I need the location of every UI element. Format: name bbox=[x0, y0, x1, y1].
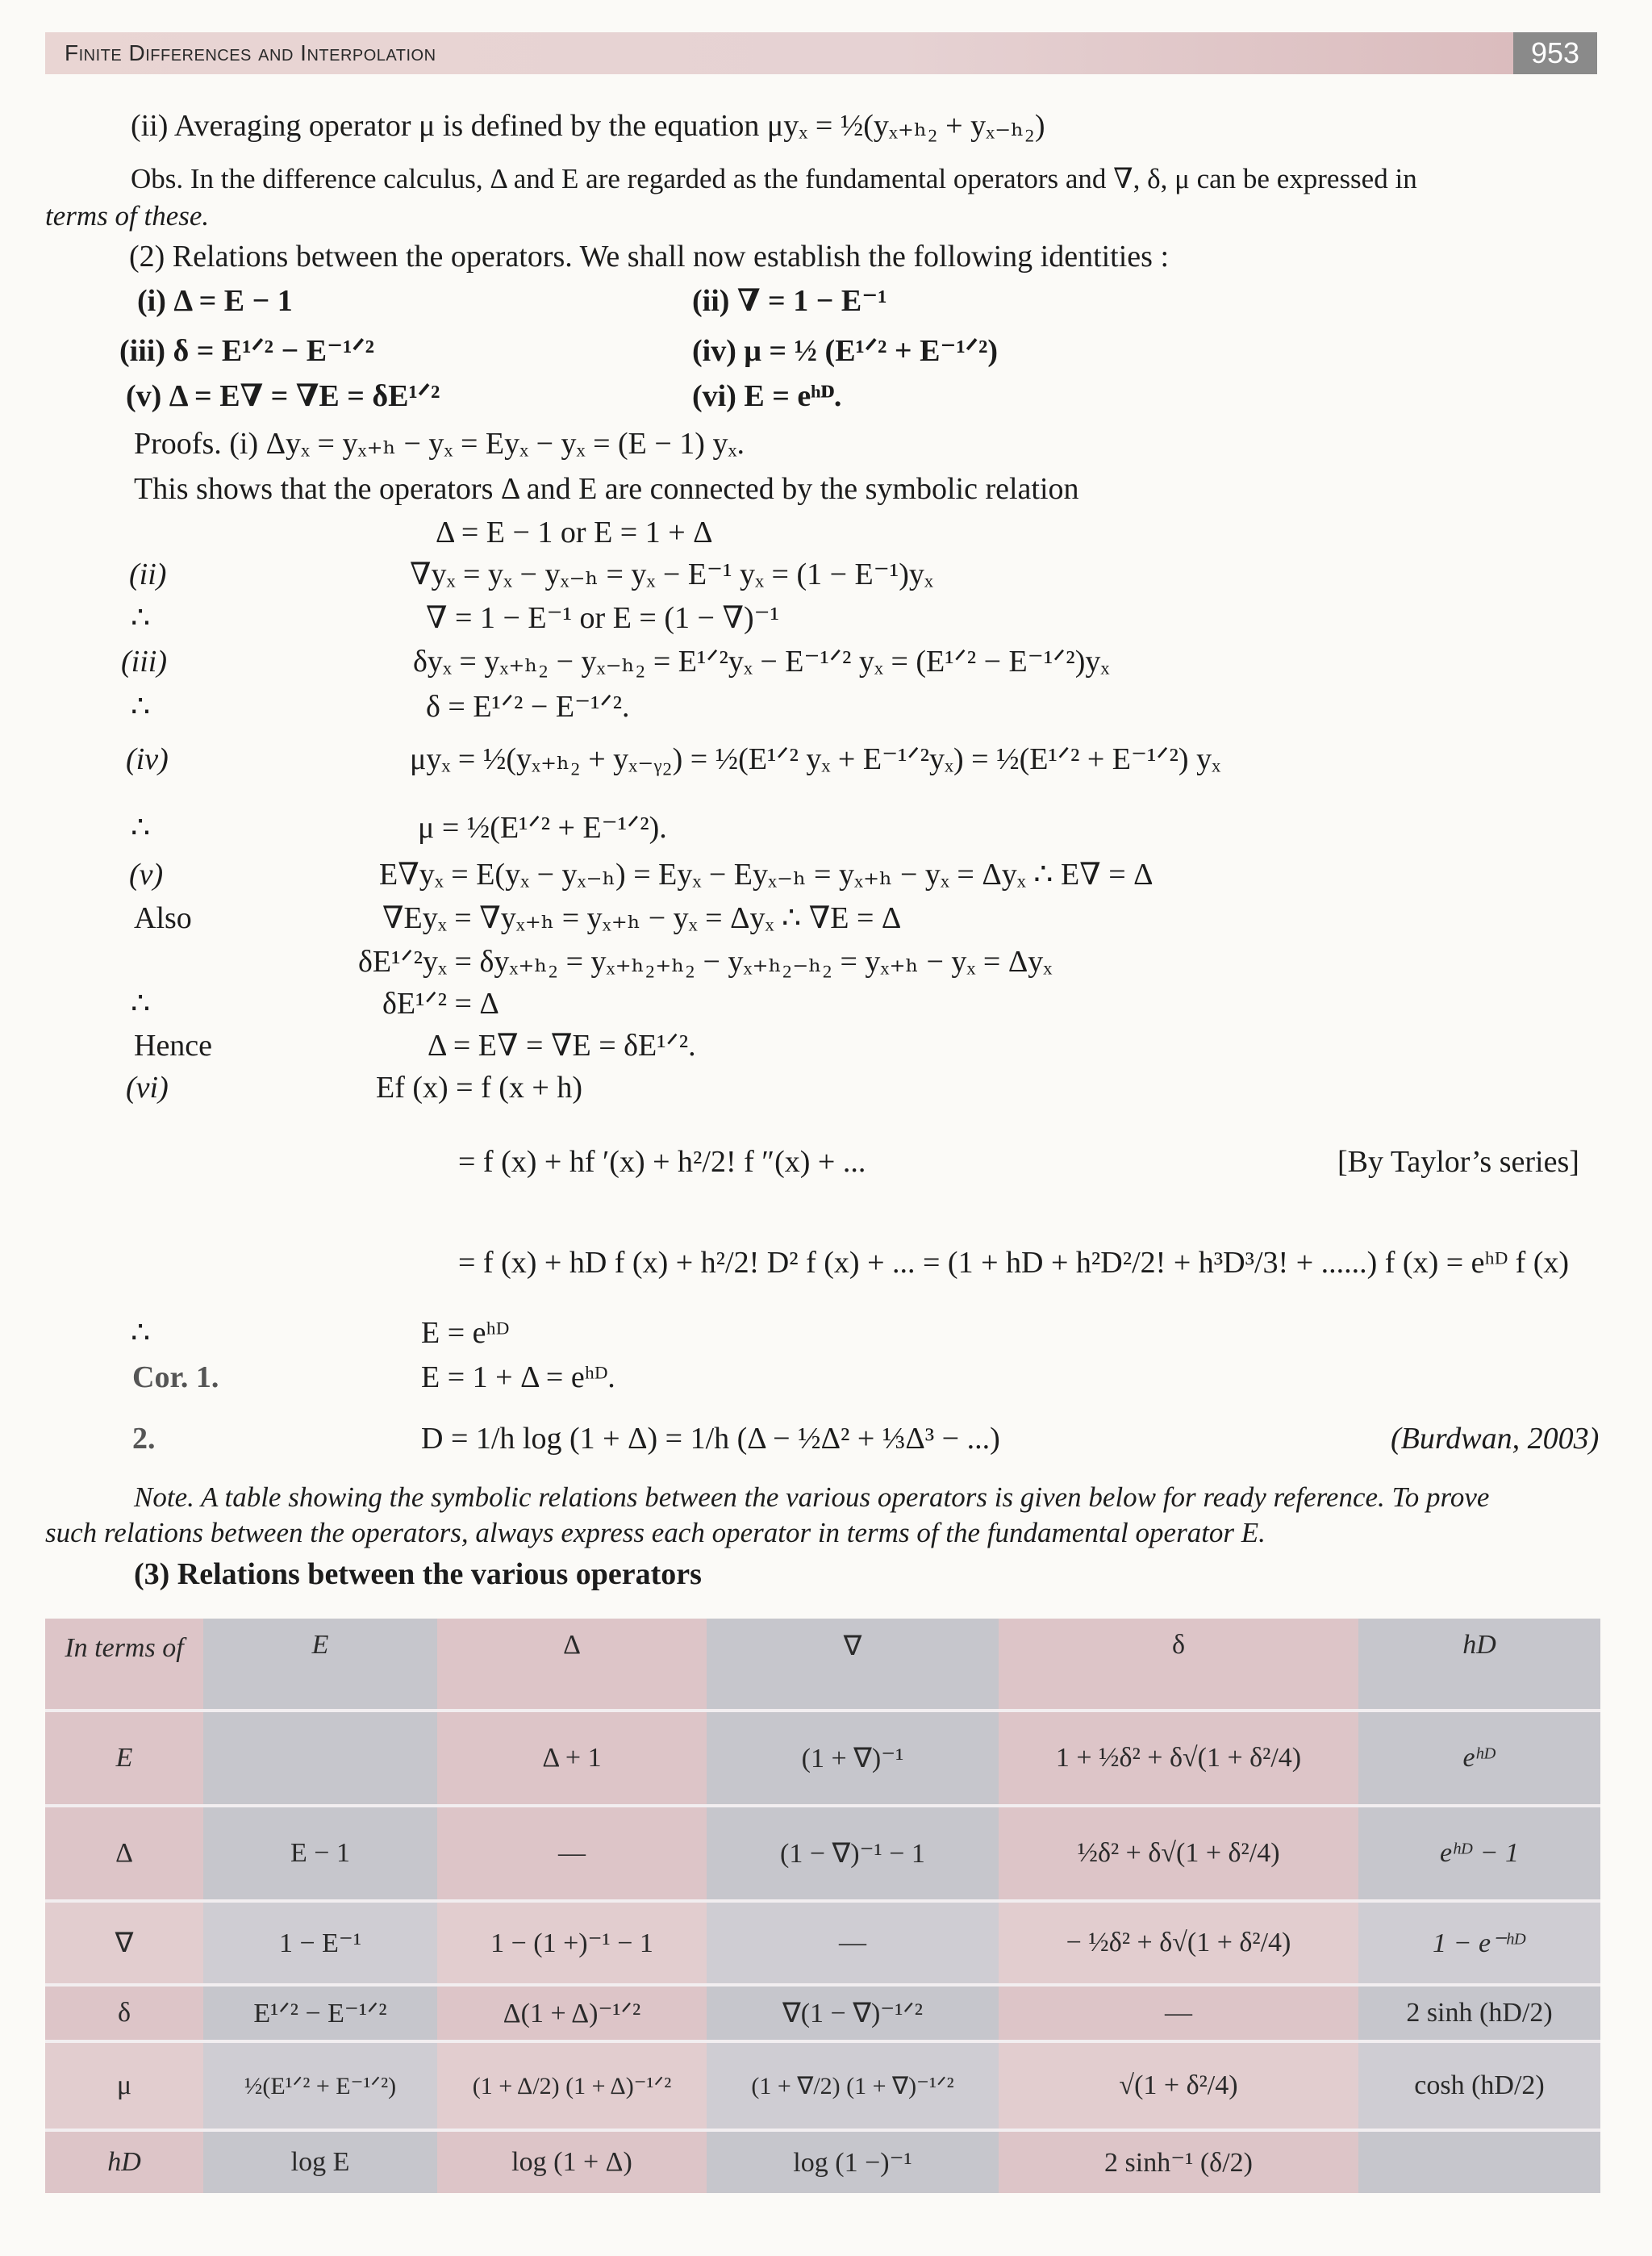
eq-nabla-2: ∇ = 1 − E⁻¹ or E = (1 − ∇)⁻¹ bbox=[426, 601, 780, 635]
identity-i: (i) Δ = E − 1 bbox=[137, 284, 293, 318]
eq-v-3: δE¹ᐟ²yₓ = δyₓ₊ₕ₂ = yₓ₊ₕ₂₊ₕ₂ − yₓ₊ₕ₂₋ₕ₂ = yₓ₊ₕ − yₓ = Δyₓ bbox=[358, 945, 1053, 979]
taylor-note: [By Taylor’s series] bbox=[1337, 1145, 1579, 1179]
row-label: ∇ bbox=[45, 1901, 203, 1985]
eq-delta-2: δ = E¹ᐟ² − E⁻¹ᐟ². bbox=[426, 690, 630, 724]
eq-nabla-1: ∇yₓ = yₓ − yₓ₋ₕ = yₓ − E⁻¹ yₓ = (1 − E⁻¹)yₓ bbox=[410, 558, 933, 591]
table-cell: √(1 + δ²/4) bbox=[999, 2041, 1358, 2130]
obs-line-1: Obs. In the difference calculus, Δ and E are regarded as the fundamental operators and ∇, δ, μ can be expressed in bbox=[131, 163, 1417, 194]
table-cell: eʰᴰ bbox=[1358, 1711, 1600, 1806]
section-3-heading: (3) Relations between the various operators bbox=[134, 1557, 702, 1591]
table-cell: log (1 + Δ) bbox=[437, 2130, 707, 2193]
table-cell bbox=[1358, 2130, 1600, 2193]
header-cell: ∇ bbox=[707, 1619, 999, 1711]
proof-i: Proofs. (i) Δyₓ = yₓ₊ₕ − yₓ = Eyₓ − yₓ = (E − 1) yₓ. bbox=[134, 427, 745, 461]
identity-vi: (vi) E = eʰᴰ. bbox=[692, 379, 842, 413]
table-cell: (1 + ∇)⁻¹ bbox=[707, 1711, 999, 1806]
header-cell: δ bbox=[999, 1619, 1358, 1711]
therefore-1: ∴ bbox=[131, 601, 151, 635]
note-line-2: such relations between the operators, always express each operator in terms of the fundamental operator E. bbox=[45, 1517, 1266, 1548]
label-vi: (vi) bbox=[126, 1071, 169, 1105]
citation-burdwan: (Burdwan, 2003) bbox=[1391, 1422, 1600, 1456]
identity-iii: (iii) δ = E¹ᐟ² − E⁻¹ᐟ² bbox=[119, 334, 375, 368]
header-cell: hD bbox=[1358, 1619, 1600, 1711]
header-cell: E bbox=[203, 1619, 437, 1711]
table-cell: E − 1 bbox=[203, 1806, 437, 1901]
identity-iv: (iv) μ = ½ (E¹ᐟ² + E⁻¹ᐟ²) bbox=[692, 334, 999, 368]
also-label: Also bbox=[134, 901, 192, 935]
therefore-5: ∴ bbox=[131, 1316, 151, 1350]
chapter-title: Finite Differences and Interpolation bbox=[65, 40, 436, 65]
table-cell: 1 − E⁻¹ bbox=[203, 1901, 437, 1985]
hence-label: Hence bbox=[134, 1029, 213, 1063]
table-cell: — bbox=[999, 1985, 1358, 2041]
corollary-2-eq: D = 1/h log (1 + Δ) = 1/h (Δ − ½Δ² + ⅓Δ³ − ...) bbox=[421, 1422, 1000, 1456]
eq-mu-2: μ = ½(E¹ᐟ² + E⁻¹ᐟ²). bbox=[418, 811, 667, 845]
table-cell: ½δ² + δ√(1 + δ²/4) bbox=[999, 1806, 1358, 1901]
eq-mu-1: μyₓ = ½(yₓ₊ₕ₂ + yₓ₋ᵧ₂) = ½(E¹ᐟ² yₓ + E⁻¹ᐟ²yₓ) = ½(E¹ᐟ² + E⁻¹ᐟ²) yₓ bbox=[410, 742, 1221, 776]
identity-ii: (ii) ∇ = 1 − E⁻¹ bbox=[692, 284, 887, 318]
eq-v-1: E∇yₓ = E(yₓ − yₓ₋ₕ) = Eyₓ − Eyₓ₋ₕ = yₓ₊ₕ − yₓ = Δyₓ ∴ E∇ = Δ bbox=[379, 858, 1153, 892]
eq-vi-3: = f (x) + hD f (x) + h²/2! D² f (x) + ... = (1 + hD + h²D²/2! + h³D³/3! + ......) f (x) = eʰᴰ f (x) bbox=[458, 1246, 1570, 1280]
table-cell: − ½δ² + δ√(1 + δ²/4) bbox=[999, 1901, 1358, 1985]
table-row bbox=[45, 1806, 1600, 1901]
operator-relations-table bbox=[45, 1619, 1600, 2193]
eq-vi-2: = f (x) + hf ′(x) + h²/2! f ″(x) + ... bbox=[458, 1145, 866, 1179]
table-row bbox=[45, 1711, 1600, 1806]
table-cell: ∇(1 − ∇)⁻¹ᐟ² bbox=[707, 1985, 999, 2041]
table-cell: 1 + ½δ² + δ√(1 + δ²/4) bbox=[999, 1711, 1358, 1806]
averaging-operator-line: (ii) Averaging operator μ is defined by the equation μyₓ = ½(yₓ₊ₕ₂ + yₓ₋ₕ₂) bbox=[131, 109, 1045, 143]
table-cell: 1 − (1 +)⁻¹ − 1 bbox=[437, 1901, 707, 1985]
row-label: hD bbox=[45, 2130, 203, 2193]
label-iii: (iii) bbox=[121, 645, 167, 679]
header-cell: Δ bbox=[437, 1619, 707, 1711]
table-cell: — bbox=[437, 1806, 707, 1901]
table-cell: (1 + ∇/2) (1 + ∇)⁻¹ᐟ² bbox=[707, 2041, 999, 2130]
table-header-row bbox=[45, 1619, 1600, 1711]
corollary-1-label: Cor. 1. bbox=[132, 1360, 219, 1394]
therefore-2: ∴ bbox=[131, 690, 151, 724]
proof-shows-line: This shows that the operators Δ and E are connected by the symbolic relation bbox=[134, 472, 1079, 506]
corollary-2-label: 2. bbox=[132, 1422, 156, 1456]
table-cell: 2 sinh (hD/2) bbox=[1358, 1985, 1600, 2041]
symbolic-relation: Δ = E − 1 or E = 1 + Δ bbox=[436, 516, 713, 549]
label-iv: (iv) bbox=[126, 742, 169, 776]
label-ii: (ii) bbox=[129, 558, 167, 591]
eq-vi-1: Ef (x) = f (x + h) bbox=[376, 1071, 582, 1105]
note-line-1: Note. A table showing the symbolic relations between the various operators is given below for ready reference. To prove bbox=[134, 1481, 1490, 1513]
table-row bbox=[45, 2041, 1600, 2130]
table-cell: Δ + 1 bbox=[437, 1711, 707, 1806]
table-cell: E¹ᐟ² − E⁻¹ᐟ² bbox=[203, 1985, 437, 2041]
eq-vi-4: E = eʰᴰ bbox=[421, 1316, 510, 1350]
obs-line-2: terms of these. bbox=[45, 200, 210, 232]
page-number: 953 bbox=[1513, 32, 1597, 74]
table-cell: (1 + Δ/2) (1 + Δ)⁻¹ᐟ² bbox=[437, 2041, 707, 2130]
table-row bbox=[45, 1985, 1600, 2041]
table-row bbox=[45, 1901, 1600, 1985]
row-label: E bbox=[45, 1711, 203, 1806]
eq-v-4: δE¹ᐟ² = Δ bbox=[382, 987, 499, 1021]
identity-v: (v) Δ = E∇ = ∇E = δE¹ᐟ² bbox=[126, 379, 440, 413]
table-cell: eʰᴰ − 1 bbox=[1358, 1806, 1600, 1901]
table-cell: log (1 −)⁻¹ bbox=[707, 2130, 999, 2193]
table-cell: 2 sinh⁻¹ (δ/2) bbox=[999, 2130, 1358, 2193]
eq-delta-1: δyₓ = yₓ₊ₕ₂ − yₓ₋ₕ₂ = E¹ᐟ²yₓ − E⁻¹ᐟ² yₓ = (E¹ᐟ² − E⁻¹ᐟ²)yₓ bbox=[413, 645, 1110, 679]
eq-v-2: ∇Eyₓ = ∇yₓ₊ₕ = yₓ₊ₕ − yₓ = Δyₓ ∴ ∇E = Δ bbox=[382, 901, 902, 935]
table-cell: 1 − e⁻ʰᴰ bbox=[1358, 1901, 1600, 1985]
therefore-4: ∴ bbox=[131, 987, 151, 1021]
label-v: (v) bbox=[129, 858, 164, 892]
header-cell-in-terms-of: In terms of bbox=[45, 1619, 203, 1711]
table-cell: ½(E¹ᐟ² + E⁻¹ᐟ²) bbox=[203, 2041, 437, 2130]
row-label: Δ bbox=[45, 1806, 203, 1901]
running-header bbox=[45, 32, 1597, 74]
table-cell: log E bbox=[203, 2130, 437, 2193]
table-cell: Δ(1 + Δ)⁻¹ᐟ² bbox=[437, 1985, 707, 2041]
table-cell bbox=[203, 1711, 437, 1806]
eq-v-5: Δ = E∇ = ∇E = δE¹ᐟ². bbox=[428, 1029, 696, 1063]
row-label: δ bbox=[45, 1985, 203, 2041]
therefore-3: ∴ bbox=[131, 811, 151, 845]
table-cell: (1 − ∇)⁻¹ − 1 bbox=[707, 1806, 999, 1901]
table-row bbox=[45, 2130, 1600, 2193]
table-cell: cosh (hD/2) bbox=[1358, 2041, 1600, 2130]
corollary-1-eq: E = 1 + Δ = eʰᴰ. bbox=[421, 1360, 615, 1394]
section-2-heading: (2) Relations between the operators. We shall now establish the following identities : bbox=[129, 240, 1170, 274]
row-label: μ bbox=[45, 2041, 203, 2130]
table-cell: — bbox=[707, 1901, 999, 1985]
